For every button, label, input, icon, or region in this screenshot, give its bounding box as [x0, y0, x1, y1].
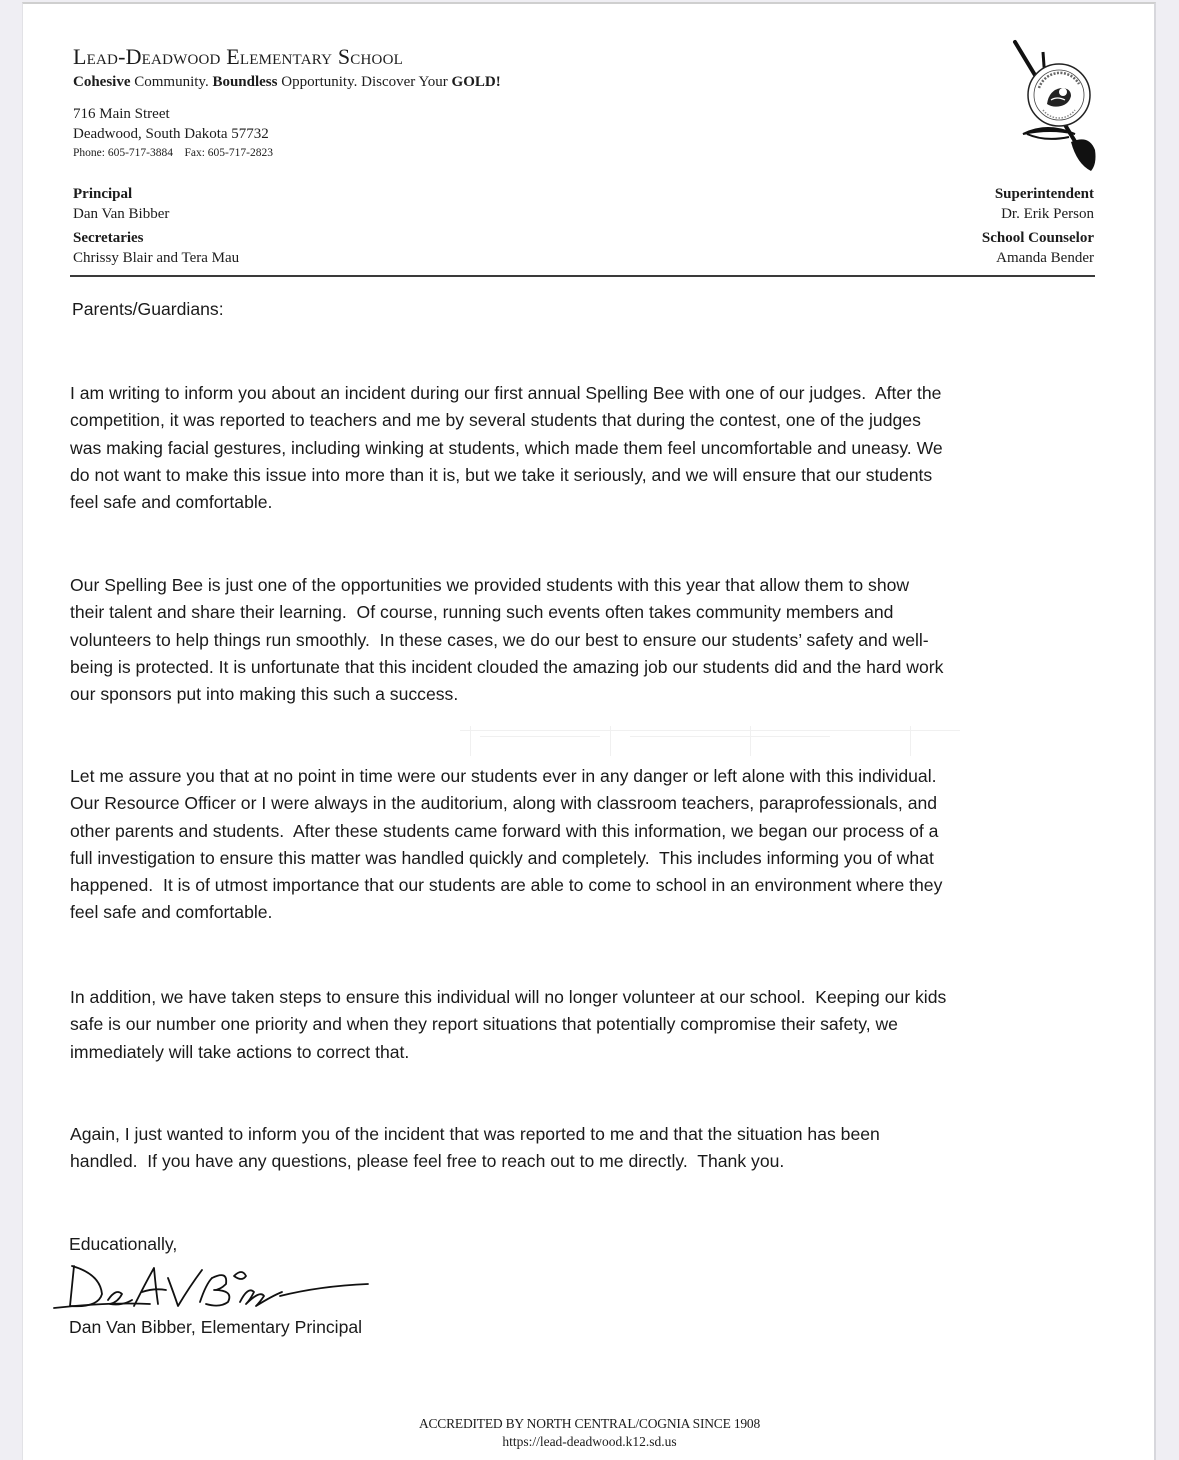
- school-seal-pick-shovel-icon: [1005, 38, 1105, 173]
- scan-artifact: [450, 722, 970, 762]
- address-street: 716 Main Street: [73, 106, 170, 122]
- paragraph-line: handled. If you have any questions, please feel free to reach out to me directly. Thank you.: [70, 1151, 785, 1172]
- address-city: Deadwood, South Dakota 57732: [73, 126, 269, 142]
- paragraph-line: competition, it was reported to teachers and me by several students that during the contest, one of the judges: [70, 410, 921, 431]
- secretaries-names: Chrissy Blair and Tera Mau: [73, 250, 240, 266]
- school-name: Lead-Deadwood Elementary School: [73, 44, 403, 69]
- tagline-gold: GOLD!: [451, 74, 501, 90]
- paragraph-line: safe is our number one priority and when they report situations that potentially compromise their safety, we: [70, 1014, 898, 1035]
- paragraph-3: [70, 763, 1110, 927]
- counselor-name: Amanda Bender: [996, 250, 1094, 266]
- superintendent-label: Superintendent: [994, 186, 1094, 202]
- accreditation-text: ACCREDITED BY NORTH CENTRAL/COGNIA SINCE 1908: [418, 1416, 761, 1431]
- tagline-community: Community.: [130, 74, 213, 90]
- greeting: Parents/Guardians:: [72, 299, 224, 319]
- paragraph-1: [70, 380, 1110, 516]
- counselor-label: School Counselor: [981, 230, 1094, 246]
- paragraph-line: Our Resource Officer or I were always in the auditorium, along with classroom teachers, paraprofessionals, and: [70, 793, 938, 814]
- phone-fax: Phone: 605-717-3884 Fax: 605-717-2823: [73, 147, 273, 159]
- paragraph-line: Let me assure you that at no point in time were our students ever in any danger or left alone with this individual.: [70, 766, 937, 786]
- paragraph-line: feel safe and comfortable.: [70, 902, 273, 923]
- signer-name: Dan Van Bibber, Elementary Principal: [69, 1317, 363, 1337]
- paragraph-2: [70, 572, 1110, 708]
- paragraph-line: being is protected. It is unfortunate that this incident clouded the amazing job our students did and the hard work: [70, 656, 944, 677]
- superintendent-name: Dr. Erik Person: [1001, 206, 1094, 222]
- paragraph-line: Our Spelling Bee is just one of the opportunities we provided students with this year that allow them to show: [70, 575, 910, 595]
- paragraph-line: other parents and students. After these students came forward with this information, we began our process of a: [70, 820, 939, 841]
- letterhead-divider: [70, 275, 1095, 277]
- handwritten-signature-icon: [50, 1256, 380, 1318]
- school-website-link[interactable]: https://lead-deadwood.k12.sd.us: [502, 1434, 677, 1449]
- paragraph-line: was making facial gestures, including winking at students, which made them feel uncomfortable and uneasy. We: [70, 437, 943, 458]
- paragraph-line: In addition, we have taken steps to ensure this individual will no longer volunteer at our school. Keeping our kids: [70, 987, 947, 1007]
- paragraph-line: volunteers to help things run smoothly. In these cases, we do our best to ensure our students’ safety and well-: [70, 629, 929, 650]
- tagline-cohesive: Cohesive: [73, 74, 131, 90]
- paragraph-line: happened. It is of utmost importance that our students are able to come to school in an environment where they: [70, 875, 943, 896]
- paragraph-line: feel safe and comfortable.: [70, 492, 273, 513]
- secretaries-label: Secretaries: [73, 230, 144, 246]
- school-tagline: [73, 74, 501, 91]
- paragraph-line: their talent and share their learning. Of course, running such events often takes community members and: [70, 602, 894, 623]
- staff-right-column: [982, 184, 1094, 268]
- tagline-boundless: Boundless: [212, 74, 278, 90]
- paragraph-line: our sponsors put into making this such a success.: [70, 684, 459, 705]
- paragraph-line: do not want to make this issue into more than it is, but we take it seriously, and we will ensure that our students: [70, 464, 933, 485]
- paragraph-line: Again, I just wanted to inform you of the incident that was reported to me and that the situation has been: [70, 1124, 880, 1144]
- staff-left-column: [73, 184, 239, 268]
- paragraph-4: [70, 984, 1110, 1066]
- paragraph-line: immediately will take actions to correct that.: [70, 1041, 410, 1062]
- tagline-opportunity: Opportunity. Discover Your: [277, 74, 452, 90]
- closing: Educationally,: [69, 1234, 178, 1254]
- paragraph-line: I am writing to inform you about an incident during our first annual Spelling Bee with one of our judges. After the: [70, 383, 942, 403]
- paragraph-5: [70, 1121, 1110, 1176]
- principal-label: Principal: [73, 186, 133, 202]
- paragraph-line: full investigation to ensure this matter was handled quickly and completely. This includes informing you of what: [70, 847, 934, 868]
- principal-name: Dan Van Bibber: [73, 206, 170, 222]
